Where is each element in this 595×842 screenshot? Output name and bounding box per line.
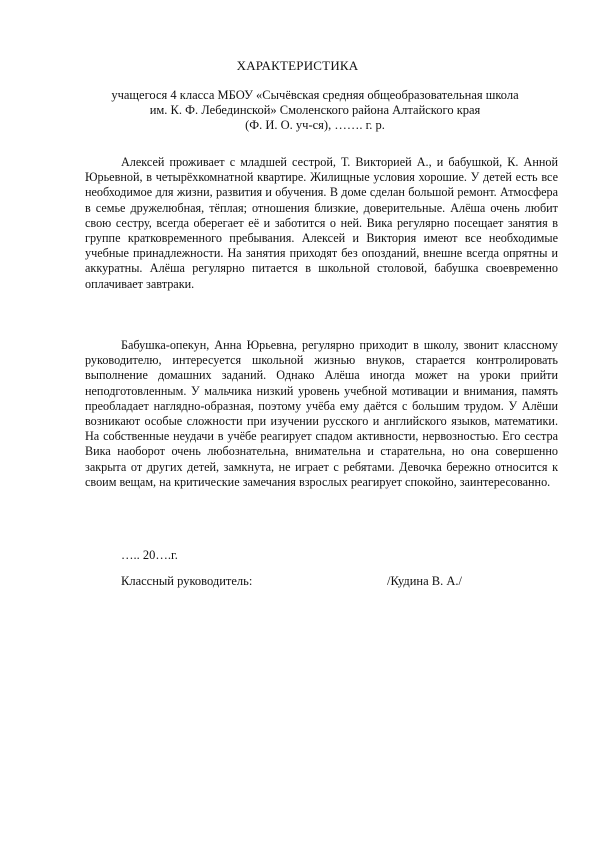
signature-name: /Кудина В. А./ [387, 574, 462, 588]
document-header [60, 88, 570, 133]
paragraph-study: Бабушка-опекун, Анна Юрьевна, регулярно приходит в школу, звонит классному руководителю, интересуется школьной жизнью внуков, старается контролировать выполнение домашних заданий. Однако Алёша иногда может на уроки прийти неподготовленным. У мальчика низкий уровень учебной мотивации и внимания, память преобладает наглядно-образная, поэтому учёба ему даётся с большим трудом. У Алёши возникают особые сложности при изучении русского и английского языков, математики. На собственные неудачи в учёбе реагирует спадом активности, нервозностью. Его сестра Вика наоборот очень любознательна, внимательна и старательна, но она совершенно закрыта от других детей, замкнута, не играет с ребятами. Девочка бережно относится к своим вещам, на критические замечания взрослых реагирует спокойно, заинтересованно. [85, 338, 558, 489]
header-line-school: учащегося 4 класса МБОУ «Сычёвская средняя общеобразовательная школа [111, 88, 519, 102]
document-title: ХАРАКТЕРИСТИКА [236, 58, 359, 73]
paragraph-family: Алексей проживает с младшей сестрой, Т. Викторией А., и бабушкой, К. Анной Юрьевной, в четырёхкомнатной квартире. Жилищные условия хорошие. У детей есть все необходимое для жизни, развития и обучения. В доме сделан большой ремонт. Атмосфера в семье дружелюбная, тёплая; отношения близкие, доверительные. Алёша очень любит свою сестру, всегда оберегает её и заботится о ней. Вика регулярно посещает занятия в группе кратковременного пребывания. Алексей и Виктория имеют все необходимые учебные принадлежности. На занятия приходят без опозданий, внешне всегда опрятны и аккуратны. Алёша регулярно питается в школьной столовой, бабушка своевременно оплачивает завтраки. [85, 155, 558, 291]
signature-label: Классный руководитель: [121, 574, 253, 588]
header-line-student: (Ф. И. О. уч-ся), ……. г. р. [245, 118, 385, 132]
header-line-district: им. К. Ф. Лебединской» Смоленского района Алтайского края [149, 103, 481, 117]
document-date: ….. 20….г. [121, 548, 178, 562]
